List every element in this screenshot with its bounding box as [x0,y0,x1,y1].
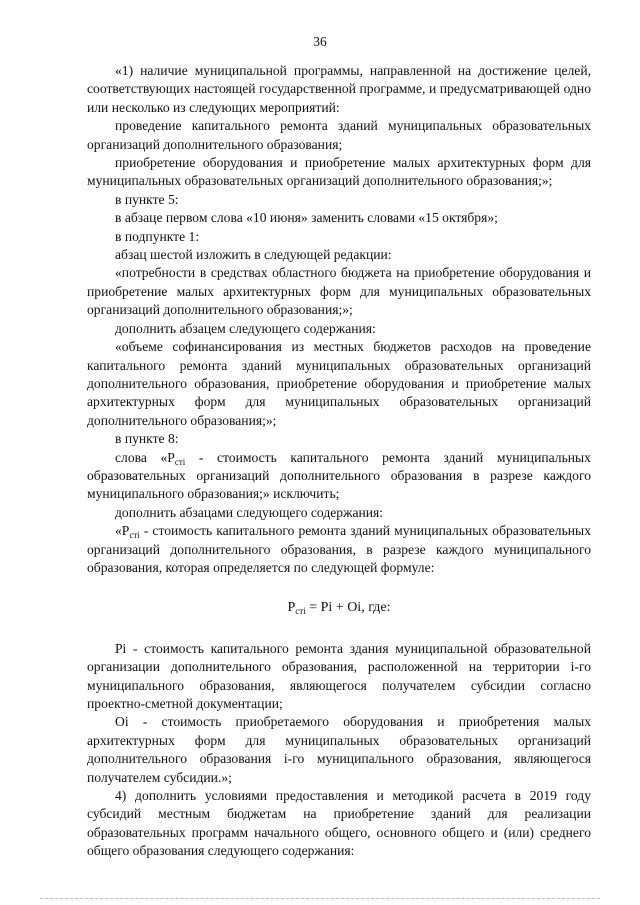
paragraph-7: абзац шестой изложить в следующей редакции: [115,247,392,263]
paragraph-3: приобретение оборудования и приобретение малых архитектурных форм для муниципальных образовательных организаций дополнительного образования;»; [87,155,591,189]
paragraph-8: «потребности в средствах областного бюджета на приобретение оборудования и приобретение малых архитектурных форм для муниципальных образовательных организаций дополнительного образования;»; [87,265,591,318]
paragraph-12-after: - стоимость капитального ремонта зданий муниципальных образовательных организаций дополнительного образования в разрезе каждого муниципального образования;» исключить; [87,449,591,502]
paragraph-1: «1) наличие муниципальной программы, направленной на достижение целей, соответствующих настоящей государственной программе, и предусматривающей одно или несколько из следующих мероприятий: [87,63,591,115]
paragraph-6: в подпункте 1: [115,228,200,244]
paragraph-9: дополнить абзацем следующего содержания: [115,320,376,336]
paragraph-16: Oi - стоимость приобретаемого оборудования и приобретения малых архитектурных форм для муниципальных образовательных организаций дополнительного образования i-го муниципального образования, являющегося получателем субсидии.»; [87,714,591,785]
paragraph-12-subscript: стi [174,456,186,467]
formula-before: Р [287,600,296,616]
paragraph-11: в пункте 8: [115,431,179,447]
paragraph-2: проведение капитального ремонта зданий муниципальных образовательных организаций дополнительного образования; [87,118,591,152]
paragraph-13: дополнить абзацами следующего содержания: [115,504,384,520]
formula-after: = Pi + Oi, где: [305,600,391,616]
paragraph-12-before: слова «Р [115,449,175,465]
paragraph-14 [87,522,591,577]
page-number: 36 [313,34,327,49]
paragraph-5: в абзаце первом слова «10 июня» заменить словами «15 октября»; [115,210,498,226]
paragraph-14-subscript: стi [129,530,140,541]
paragraph-14-before: «Р [115,523,130,539]
formula [87,599,591,617]
paragraph-17: 4) дополнить условиями предоставления и методикой расчета в 2019 году субсидий местным бюджетам на приобретение зданий для реализации образовательных программ начального общего, основного общего и (или) среднего общего образования следующего содержания: [87,788,591,859]
paragraph-4: в пункте 5: [115,191,179,207]
paragraph-14-after: - стоимость капитального ремонта зданий муниципальных образовательных организаций дополнительного образования, в разрезе каждого муниципального образования, которая определяется по следующей формуле: [87,523,591,575]
scan-edge-line [40,898,600,899]
paragraph-12 [87,449,591,504]
paragraph-10: «объеме софинансирования из местных бюджетов расходов на проведение капитального ремонта зданий муниципальных образовательных организаций дополнительного образования, приобретение оборудования и приобретение малых архитектурных форм для муниципальных образовательных организаций дополнительного образования;»; [87,339,591,428]
paragraph-15: Pi - стоимость капитального ремонта здания муниципальной образовательной организации дополнительного образования, расположенной на территории i-го муниципального образования, являющегося получателем субсидии согласно проектно-сметной документации; [87,640,591,711]
formula-subscript: стi [295,606,306,617]
document-body [87,62,591,861]
